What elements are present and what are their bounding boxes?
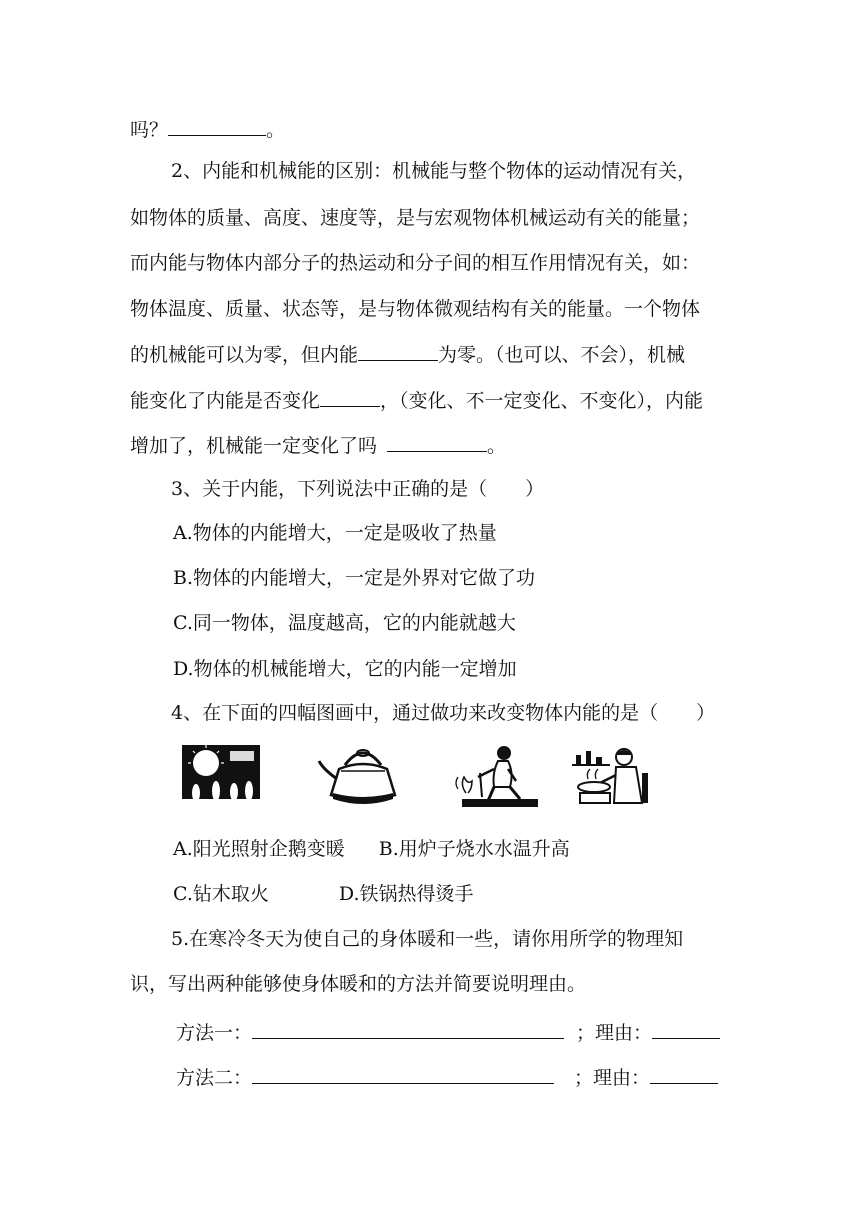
- reason-2-label: ；理由：: [574, 1067, 651, 1089]
- q2-line-6a: 能变化了内能是否变化: [130, 390, 321, 412]
- q4-option-a: A.阳光照射企鹅变暖: [173, 838, 345, 860]
- q3-option-d: D.物体的机械能增大，它的内能一定增加: [173, 658, 517, 680]
- method-2-row: [176, 1063, 718, 1091]
- reason-1-label: ；理由：: [576, 1022, 653, 1044]
- q2-line-7: [130, 431, 506, 459]
- kettle-picture: [315, 743, 411, 809]
- line-continuation: [130, 115, 285, 143]
- answer-blank-4[interactable]: [387, 431, 487, 452]
- q4-options-row-1: [173, 836, 570, 862]
- q4-option-c: C.钻木取火: [173, 883, 269, 905]
- q2-line-5: [130, 340, 685, 368]
- method-2-label: 方法二：: [176, 1067, 253, 1089]
- answer-blank-1[interactable]: [168, 115, 266, 136]
- q2-line-7a: 增加了，机械能一定变化了吗: [130, 435, 378, 457]
- q3-stem: 3、关于内能，下列说法中正确的是（ ）: [171, 478, 545, 500]
- answer-blank-2[interactable]: [358, 340, 438, 361]
- q2-line-3: 而内能与物体内部分子的热运动和分子间的相互作用情况有关，如：: [130, 252, 701, 274]
- method-1-row: [176, 1018, 720, 1046]
- q2-line-6: [130, 386, 703, 414]
- method-1-label: 方法一：: [176, 1022, 253, 1044]
- line1-end: 。: [266, 119, 286, 141]
- q3-option-c: C.同一物体，温度越高，它的内能就越大: [173, 612, 516, 634]
- iron-pot-picture: [570, 743, 660, 813]
- q4-stem: 4、在下面的四幅图画中，通过做功来改变物体内能的是（ ）: [171, 702, 716, 724]
- method-2-blank[interactable]: [252, 1063, 554, 1084]
- sun-penguins-picture: [182, 743, 262, 805]
- answer-blank-3[interactable]: [320, 386, 380, 407]
- q4-pictures: [170, 743, 660, 815]
- q2-line-7b: 。: [487, 435, 507, 457]
- reason-2-blank[interactable]: [650, 1063, 718, 1084]
- q2-line-5b: 为零。（也可以、不会），机械: [438, 344, 686, 366]
- q2-line-2: 如物体的质量、高度、速度等，是与宏观物体机械运动有关的能量；: [130, 207, 701, 229]
- q4-option-d: D.铁锅热得烫手: [338, 883, 474, 905]
- line1-text: 吗？: [130, 119, 169, 141]
- drill-fire-picture: [448, 743, 540, 813]
- q3-option-a: A.物体的内能增大，一定是吸收了热量: [173, 522, 497, 544]
- q5-line-2: 识，写出两种能够使身体暖和的方法并简要说明理由。: [130, 973, 587, 995]
- q2-line-4: 物体温度、质量、状态等，是与物体微观结构有关的能量。一个物体: [130, 298, 701, 320]
- reason-1-blank[interactable]: [652, 1018, 720, 1039]
- q2-line-5a: 的机械能可以为零，但内能: [130, 344, 359, 366]
- q2-line-1: 2、内能和机械能的区别：机械能与整个物体的运动情况有关，: [171, 160, 697, 182]
- method-1-blank[interactable]: [252, 1018, 564, 1039]
- q4-options-row-2: [173, 881, 474, 907]
- q5-line-1: 5.在寒冷冬天为使自己的身体暖和一些，请你用所学的物理知: [171, 928, 684, 950]
- q2-line-6b: ，（变化、不一定变化、不变化），内能: [380, 390, 704, 412]
- q4-option-b: B.用炉子烧水水温升高: [378, 838, 570, 860]
- q3-option-b: B.物体的内能增大，一定是外界对它做了功: [173, 567, 536, 589]
